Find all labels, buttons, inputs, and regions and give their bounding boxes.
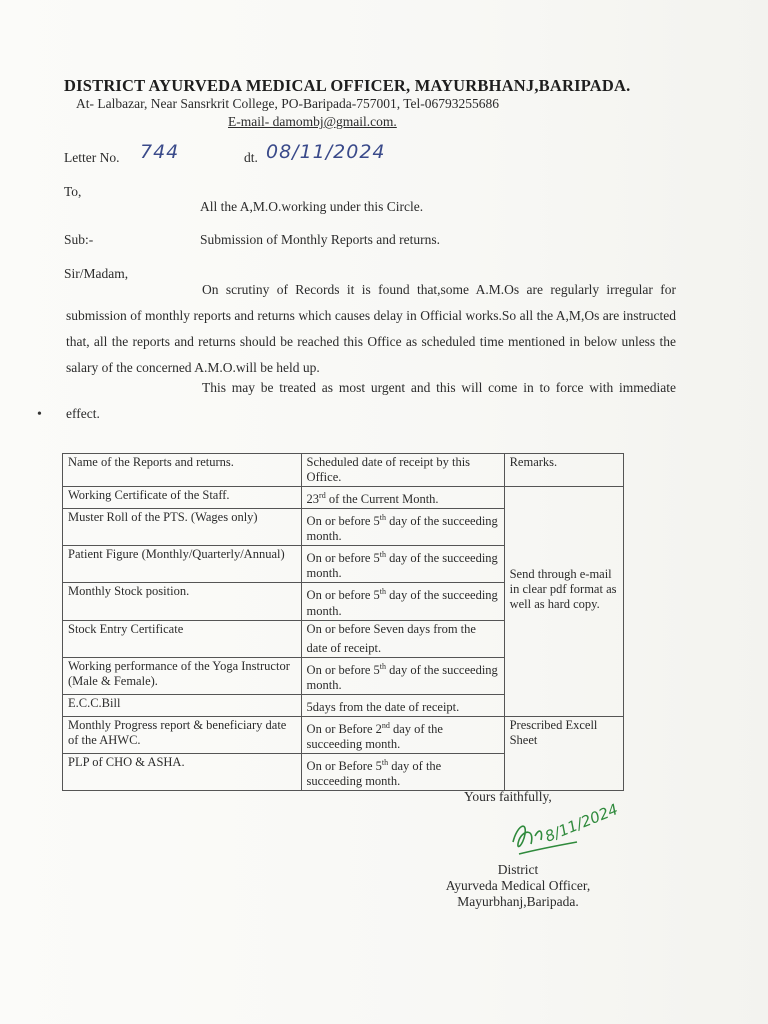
report-name-cell: PLP of CHO & ASHA. (63, 754, 302, 791)
report-name-cell: Muster Roll of the PTS. (Wages only) (63, 509, 302, 546)
header-cell-name: Name of the Reports and returns. (63, 454, 302, 487)
table-row (63, 487, 624, 509)
signatory-line-1: District (497, 862, 539, 877)
paragraph-1: On scrutiny of Records it is found that,some A.M.Os are regularly irregular for submission of monthly reports and returns which causes delay in Official works.So all the A,M,Os are instructed that, all the reports and returns should be reached this Office as scheduled time mentioned in below unless the salary of the concerned A.M.O.will be held up. (66, 282, 676, 375)
signature-date: 8/11/2024 (542, 800, 621, 846)
schedule-cell: On or before 5th day of the succeeding month. (301, 583, 504, 620)
bullet-mark: • (37, 407, 42, 422)
remarks-excel-cell: Prescribed Excell Sheet (504, 717, 623, 791)
table-header-row (63, 454, 624, 487)
schedule-cell: On or before 5th day of the succeeding month. (301, 509, 504, 546)
report-name-cell: Working performance of the Yoga Instructor (Male & Female). (63, 657, 302, 694)
signatory-block (430, 862, 606, 910)
schedule-cell: 5days from the date of receipt. (301, 694, 504, 716)
office-address: At- Lalbazar, Near Sansrkrit College, PO-Baripada-757001, Tel-06793255686 (76, 96, 500, 111)
report-name-cell: Working Certificate of the Staff. (63, 487, 302, 509)
to-label: To, (64, 184, 82, 199)
paragraph-2: This may be treated as most urgent and this will come in to force with immediate effect. (66, 380, 676, 421)
report-name-cell: Monthly Stock position. (63, 583, 302, 620)
schedule-cell: On or before Seven days from the date of receipt. (301, 620, 504, 657)
schedule-cell: On or Before 5th day of the succeeding month. (301, 754, 504, 791)
date-value: 08/11/2024 (266, 141, 386, 163)
header-cell-remarks: Remarks. (504, 454, 623, 487)
schedule-cell: 23rd of the Current Month. (301, 487, 504, 509)
signatory-line-3: Mayurbhanj,Baripada. (457, 894, 579, 909)
subject-value: Submission of Monthly Reports and returns. (200, 232, 440, 247)
salutation: Sir/Madam, (64, 266, 129, 281)
letter-no-label: Letter No. (64, 150, 120, 165)
schedule-cell: On or Before 2nd day of the succeeding month. (301, 717, 504, 754)
signatory-line-2: Ayurveda Medical Officer, (445, 878, 591, 893)
to-value: All the A,M.O.working under this Circle. (200, 199, 424, 214)
signature (505, 800, 621, 866)
report-name-cell: Stock Entry Certificate (63, 620, 302, 657)
letter-no-value: 744 (140, 141, 180, 163)
schedule-cell: On or before 5th day of the succeeding month. (301, 657, 504, 694)
report-name-cell: Monthly Progress report & beneficiary date of the AHWC. (63, 717, 302, 754)
reports-table (62, 453, 624, 791)
closing: Yours faithfully, (464, 789, 552, 804)
header-cell-date: Scheduled date of receipt by this Office. (301, 454, 504, 487)
office-email: E-mail- damombj@gmail.com. (228, 114, 397, 129)
subject-label: Sub:- (64, 232, 94, 247)
report-name-cell: Patient Figure (Monthly/Quarterly/Annual) (63, 546, 302, 583)
date-label: dt. (244, 150, 258, 165)
office-title: DISTRICT AYURVEDA MEDICAL OFFICER, MAYURBHANJ,BARIPADA. (64, 76, 631, 95)
table-row (63, 717, 624, 754)
report-name-cell: E.C.C.Bill (63, 694, 302, 716)
remarks-email-cell: Send through e-mail in clear pdf format as well as hard copy. (504, 487, 623, 717)
schedule-cell: On or before 5th day of the succeeding month. (301, 546, 504, 583)
